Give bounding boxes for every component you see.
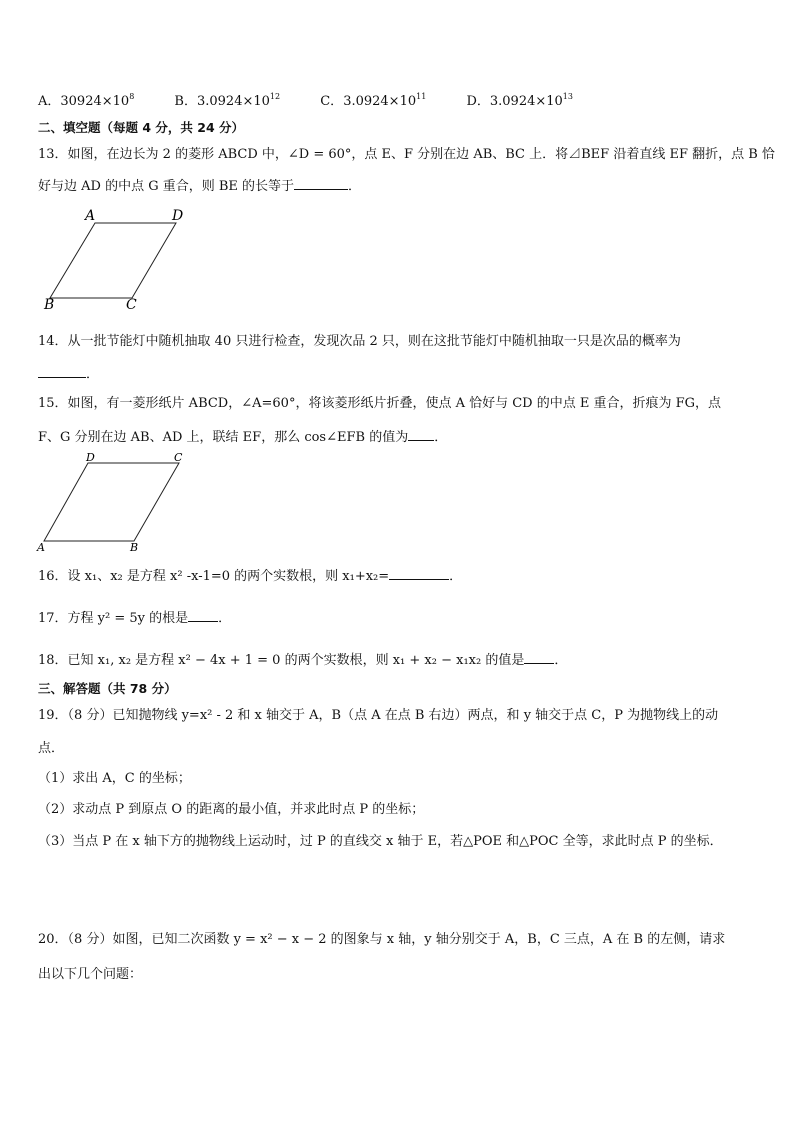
q20-line2: 出以下几个问题： (38, 967, 143, 982)
options-row (38, 88, 609, 111)
q19-line2: 点． (38, 741, 65, 756)
option-c: C．$3.0924\times 10^{11}$ (320, 92, 427, 109)
q17-answer-blank (188, 608, 218, 622)
q17-line: 17．方程 y² = 5y 的根是 ． (38, 608, 231, 628)
q14-line1: 14．从一批节能灯中随机抽取 40 只进行检查，发现次品 2 只，则在这批节能灯中随机抽取一只是次品的概率为 (38, 334, 681, 349)
q19-line1: 19．（8 分）已知抛物线 y=x² - 2 和 x 轴交于 A，B（点 A 在点 B 右边）两点，和 y 轴交于点 C，P 为抛物线上的动 (38, 708, 719, 723)
q13-line2: 好与边 AD 的中点 G 重合，则 BE 的长等于 ． (38, 176, 361, 196)
option-b: B．$3.0924\times 10^{12}$ (174, 92, 281, 109)
q14-answer-blank (38, 364, 86, 378)
q14-line2: ． (38, 364, 99, 384)
q13-rhombus (50, 223, 176, 298)
q15-label-c: C (174, 451, 183, 464)
q19-sub2: （2）求动点 P 到原点 O 的距离的最小值，并求此时点 P 的坐标； (38, 802, 425, 817)
q13-answer-blank (294, 176, 348, 190)
q13-rhombus-figure (40, 205, 200, 310)
q13-label-d: D (172, 208, 184, 224)
q15-rhombus-figure (34, 450, 204, 554)
q13-line1: 13．如图，在边长为 2 的菱形 ABCD 中，∠D = 60°，点 E、F 分别在边 AB、BC 上．将⊿BEF 沿着直线 EF 翻折，点 B 恰 (38, 147, 775, 162)
q15-label-a: A (37, 541, 45, 554)
q13-label-a: A (85, 208, 96, 224)
q20-line1: 20．（8 分）如图，已知二次函数 y = x² − x − 2 的图象与 x 轴，y 轴分别交于 A，B，C 三点，A 在 B 的左侧，请求 (38, 932, 726, 947)
q15-label-d: D (86, 451, 95, 464)
q18-answer-blank (524, 650, 554, 664)
section3-title: 三、解答题（共 78 分） (38, 681, 177, 696)
q15-answer-blank (408, 427, 434, 441)
option-d: D．$3.0924\times 10^{13}$ (466, 92, 573, 109)
q16-answer-blank (389, 566, 449, 580)
q19-sub1: （1）求出 A，C 的坐标； (38, 771, 191, 786)
q13-label-c: C (126, 297, 137, 310)
q18-line: 18．已知 x₁, x₂ 是方程 x² − 4x + 1 = 0 的两个实数根，则 x₁ + x₂ − x₁x₂ 的值是 ． (38, 650, 567, 670)
option-a: A．$30924\times 10^8$ (38, 92, 135, 109)
q15-rhombus (44, 463, 179, 541)
q15-label-b: B (130, 541, 139, 554)
q13-label-b: B (44, 297, 55, 310)
q16-line: 16．设 x₁、x₂ 是方程 x² -x-1=0 的两个实数根，则 x₁+x₂= ． (38, 566, 462, 586)
q19-sub3: （3）当点 P 在 x 轴下方的抛物线上运动时，过 P 的直线交 x 轴于 E，若△POE 和△POC 全等，求此时点 P 的坐标． (38, 834, 723, 849)
q15-line1: 15．如图，有一菱形纸片 ABCD，∠A=60°，将该菱形纸片折叠，使点 A 恰好与 CD 的中点 E 重合，折痕为 FG，点 (38, 396, 722, 411)
q15-line2: F、G 分别在边 AB、AD 上，联结 EF，那么 cos∠EFB 的值为 ． (38, 427, 447, 447)
section2-title: 二、填空题（每题 4 分，共 24 分） (38, 120, 245, 135)
